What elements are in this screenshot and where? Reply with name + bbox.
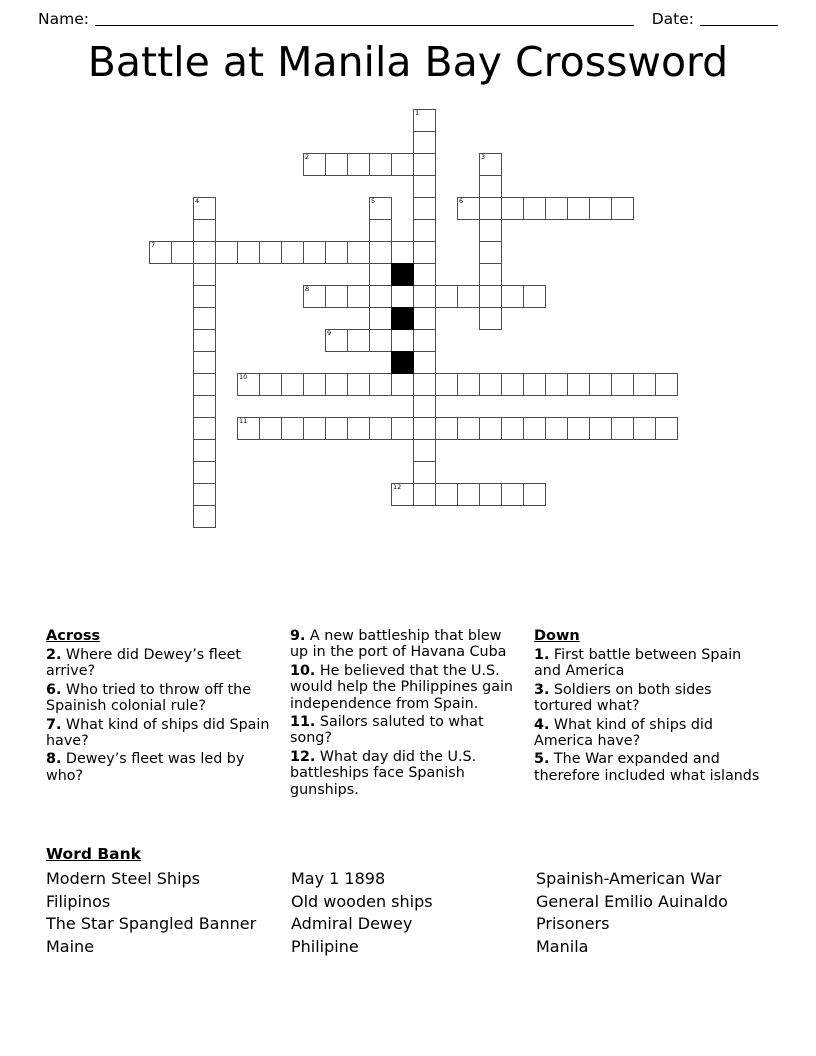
down-clue-text: The War expanded and therefore included what islands (534, 751, 760, 784)
word-bank-item[interactable]: Filipinos (46, 891, 111, 911)
grid-cell[interactable] (655, 417, 678, 440)
clues-section (46, 628, 776, 800)
across-clue (46, 682, 276, 715)
grid-cell[interactable] (347, 373, 370, 396)
cell-number: 12 (393, 483, 402, 491)
cell-number: 6 (459, 197, 464, 205)
grid-cell[interactable] (259, 241, 282, 264)
grid-cell[interactable] (237, 373, 260, 396)
word-bank-grid (46, 868, 786, 958)
word-bank-column (536, 868, 781, 958)
grid-cell[interactable] (413, 241, 436, 264)
grid-cell[interactable] (347, 285, 370, 308)
across-clue-number: 11. (290, 714, 316, 731)
grid-cell[interactable] (413, 285, 436, 308)
clues-column-1 (46, 628, 290, 786)
across-clue (290, 714, 520, 747)
across-clue (46, 647, 276, 680)
down-clue-number: 3. (534, 681, 550, 698)
grid-cell[interactable] (303, 417, 326, 440)
grid-cell[interactable] (633, 417, 656, 440)
grid-cell[interactable] (391, 153, 414, 176)
grid-cell[interactable] (457, 197, 480, 220)
grid-cell[interactable] (545, 417, 568, 440)
down-clue (534, 647, 762, 680)
grid-cell[interactable] (413, 175, 436, 198)
grid-cell[interactable] (413, 417, 436, 440)
grid-cell[interactable] (193, 307, 216, 330)
grid-cell[interactable] (523, 285, 546, 308)
across-clue-text: What day did the U.S. battleships face Spanish gunships. (290, 748, 477, 798)
across-clue (46, 717, 276, 750)
word-bank-column (291, 868, 536, 958)
word-bank-item[interactable]: Spainish-American War (536, 869, 722, 888)
grid-cell[interactable] (193, 197, 216, 220)
grid-cell[interactable] (479, 241, 502, 264)
grid-cell[interactable] (435, 417, 458, 440)
word-bank-item[interactable]: May 1 1898 (291, 869, 386, 888)
across-clue-text: What kind of ships did Spain have? (46, 716, 270, 750)
word-bank-item[interactable]: Modern Steel Ships (46, 869, 200, 888)
grid-cell[interactable] (655, 373, 678, 396)
grid-cell[interactable] (611, 197, 634, 220)
down-heading: Down (534, 628, 580, 644)
word-bank-item[interactable]: General Emilio Auinaldo (536, 891, 728, 911)
grid-cell[interactable] (193, 439, 216, 462)
grid-cell[interactable] (281, 241, 304, 264)
across-clue-list-part1 (46, 647, 276, 784)
grid-cell[interactable] (391, 483, 414, 506)
grid-cell[interactable] (479, 197, 502, 220)
grid-cell[interactable] (413, 109, 436, 132)
grid-cell[interactable] (325, 329, 348, 352)
across-clue-text: Sailors saluted to what song? (290, 714, 484, 747)
grid-cell[interactable] (369, 219, 392, 242)
grid-cell[interactable] (303, 373, 326, 396)
down-clue (534, 717, 762, 750)
grid-cell[interactable] (479, 153, 502, 176)
grid-cell[interactable] (193, 417, 216, 440)
cell-number: 1 (415, 109, 420, 117)
grid-cell[interactable] (193, 351, 216, 374)
clues-column-2 (290, 628, 534, 800)
grid-cell[interactable] (479, 219, 502, 242)
grid-cell[interactable] (435, 285, 458, 308)
grid-cell[interactable] (369, 329, 392, 352)
grid-cell[interactable] (611, 373, 634, 396)
across-clue (46, 751, 276, 784)
word-bank-heading: Word Bank (46, 845, 141, 863)
across-clue-number: 10. (290, 662, 316, 679)
grid-cell[interactable] (193, 395, 216, 418)
cell-number: 9 (327, 329, 332, 337)
grid-cell[interactable] (325, 373, 348, 396)
grid-cell[interactable] (171, 241, 194, 264)
grid-cell[interactable] (413, 439, 436, 462)
grid-cell[interactable] (457, 285, 480, 308)
down-clue-text: First battle between Spain and America (534, 647, 742, 680)
grid-cell[interactable] (413, 395, 436, 418)
grid-cell[interactable] (325, 241, 348, 264)
down-clue (534, 751, 762, 784)
grid-cell[interactable] (391, 417, 414, 440)
down-clue-text: Soldiers on both sides tortured what? (534, 681, 712, 715)
grid-cell[interactable] (479, 307, 502, 330)
cell-number: 10 (239, 373, 248, 381)
word-bank-item[interactable]: Maine (46, 936, 95, 956)
word-bank-section (46, 845, 786, 958)
grid-cell[interactable] (347, 329, 370, 352)
across-clue-text: Where did Dewey’s fleet arrive? (46, 647, 241, 680)
grid-cell[interactable] (281, 373, 304, 396)
grid-cell[interactable] (215, 241, 238, 264)
across-clue-number: 6. (46, 681, 62, 698)
cell-number: 3 (481, 153, 486, 161)
grid-cell[interactable] (369, 241, 392, 264)
grid-cell[interactable] (347, 241, 370, 264)
grid-cell[interactable] (567, 373, 590, 396)
cell-number: 5 (371, 197, 376, 205)
across-clue-number: 9. (290, 628, 306, 644)
grid-cell[interactable] (633, 373, 656, 396)
grid-cell[interactable] (325, 417, 348, 440)
grid-block (391, 263, 414, 286)
grid-cell[interactable] (545, 373, 568, 396)
down-clue-text: What kind of ships did America have? (534, 716, 713, 750)
word-bank-item[interactable]: Admiral Dewey (291, 914, 413, 933)
grid-cell[interactable] (193, 263, 216, 286)
grid-cell[interactable] (303, 285, 326, 308)
grid-cell[interactable] (237, 417, 260, 440)
down-clue-number: 1. (534, 647, 550, 663)
grid-cell[interactable] (413, 461, 436, 484)
grid-cell[interactable] (193, 241, 216, 264)
grid-cell[interactable] (193, 219, 216, 242)
grid-cell[interactable] (479, 285, 502, 308)
across-clue (290, 663, 520, 712)
across-clue (290, 749, 520, 798)
grid-cell[interactable] (479, 373, 502, 396)
cell-number: 4 (195, 197, 200, 205)
cell-number: 2 (305, 153, 310, 161)
grid-cell[interactable] (413, 329, 436, 352)
grid-cell[interactable] (589, 417, 612, 440)
grid-cell[interactable] (523, 417, 546, 440)
grid-cell[interactable] (193, 329, 216, 352)
grid-cell[interactable] (567, 197, 590, 220)
across-clue (290, 628, 520, 661)
grid-cell[interactable] (413, 373, 436, 396)
grid-cell[interactable] (237, 241, 260, 264)
grid-block (391, 307, 414, 330)
grid-cell[interactable] (303, 153, 326, 176)
grid-cell[interactable] (259, 417, 282, 440)
word-bank-item[interactable]: The Star Spangled Banner (46, 914, 257, 933)
word-bank-column (46, 868, 291, 958)
grid-cell[interactable] (369, 153, 392, 176)
grid-cell[interactable] (413, 197, 436, 220)
down-clue (534, 682, 762, 715)
grid-cell[interactable] (369, 307, 392, 330)
down-clue-number: 4. (534, 716, 550, 733)
grid-cell[interactable] (479, 175, 502, 198)
grid-cell[interactable] (479, 483, 502, 506)
cell-number: 7 (151, 241, 156, 249)
word-bank-item[interactable]: Philipine (291, 936, 359, 956)
grid-cell[interactable] (413, 263, 436, 286)
grid-cell[interactable] (325, 285, 348, 308)
cell-number: 8 (305, 285, 310, 293)
grid-cell[interactable] (501, 197, 524, 220)
grid-cell[interactable] (281, 417, 304, 440)
grid-cell[interactable] (413, 219, 436, 242)
across-clue-text: A new battleship that blew up in the port of Havana Cuba (290, 628, 507, 661)
grid-cell[interactable] (479, 263, 502, 286)
clues-column-3 (534, 628, 776, 786)
grid-cell[interactable] (413, 131, 436, 154)
grid-cell[interactable] (413, 307, 436, 330)
grid-cell[interactable] (611, 417, 634, 440)
grid-cell[interactable] (391, 373, 414, 396)
grid-cell[interactable] (589, 373, 612, 396)
down-clue-list (534, 647, 762, 784)
grid-cell[interactable] (391, 241, 414, 264)
grid-cell[interactable] (457, 373, 480, 396)
grid-cell[interactable] (149, 241, 172, 264)
grid-cell[interactable] (325, 153, 348, 176)
grid-cell[interactable] (501, 285, 524, 308)
grid-cell[interactable] (347, 417, 370, 440)
grid-block (391, 351, 414, 374)
grid-cell[interactable] (545, 197, 568, 220)
grid-cell[interactable] (303, 241, 326, 264)
across-clue-text: Who tried to throw off the Spainish colonial rule? (46, 681, 252, 715)
grid-cell[interactable] (479, 417, 502, 440)
grid-cell[interactable] (193, 505, 216, 528)
grid-cell[interactable] (369, 373, 392, 396)
grid-cell[interactable] (193, 373, 216, 396)
grid-cell[interactable] (457, 483, 480, 506)
grid-cell[interactable] (369, 417, 392, 440)
name-label: Name: (38, 10, 89, 28)
grid-cell[interactable] (193, 285, 216, 308)
grid-cell[interactable] (501, 417, 524, 440)
word-bank-item[interactable]: Manila (536, 936, 589, 956)
grid-cell[interactable] (413, 351, 436, 374)
grid-cell[interactable] (435, 373, 458, 396)
word-bank-item[interactable]: Old wooden ships (291, 891, 433, 911)
across-heading: Across (46, 628, 101, 644)
grid-cell[interactable] (435, 483, 458, 506)
grid-cell[interactable] (457, 417, 480, 440)
grid-cell[interactable] (347, 153, 370, 176)
grid-cell[interactable] (193, 483, 216, 506)
grid-cell[interactable] (523, 483, 546, 506)
grid-cell[interactable] (391, 285, 414, 308)
grid-cell[interactable] (369, 263, 392, 286)
grid-cell[interactable] (413, 483, 436, 506)
grid-cell[interactable] (193, 461, 216, 484)
across-clue-number: 7. (46, 716, 62, 733)
date-label: Date: (651, 10, 694, 28)
word-bank-item[interactable]: Prisoners (536, 914, 610, 933)
across-clue-text: Dewey’s fleet was led by who? (46, 751, 245, 784)
down-clue-number: 5. (534, 751, 550, 768)
grid-cell[interactable] (501, 483, 524, 506)
grid-cell[interactable] (523, 373, 546, 396)
across-clue-text: He believed that the U.S. would help the Philippines gain independence from Spain. (290, 662, 513, 712)
across-clue-number: 12. (290, 748, 316, 765)
across-clue-number: 2. (46, 647, 62, 663)
across-clue-list-part2 (290, 628, 520, 798)
grid-cell[interactable] (589, 197, 612, 220)
grid-cell[interactable] (413, 153, 436, 176)
grid-cell[interactable] (523, 197, 546, 220)
cell-number: 11 (239, 417, 248, 425)
grid-cell[interactable] (391, 329, 414, 352)
grid-cell[interactable] (369, 285, 392, 308)
page-title: Battle at Manila Bay Crossword (87, 38, 729, 86)
grid-cell[interactable] (567, 417, 590, 440)
grid-cell[interactable] (501, 373, 524, 396)
across-clue-number: 8. (46, 751, 62, 768)
grid-cell[interactable] (259, 373, 282, 396)
grid-cell[interactable] (369, 197, 392, 220)
